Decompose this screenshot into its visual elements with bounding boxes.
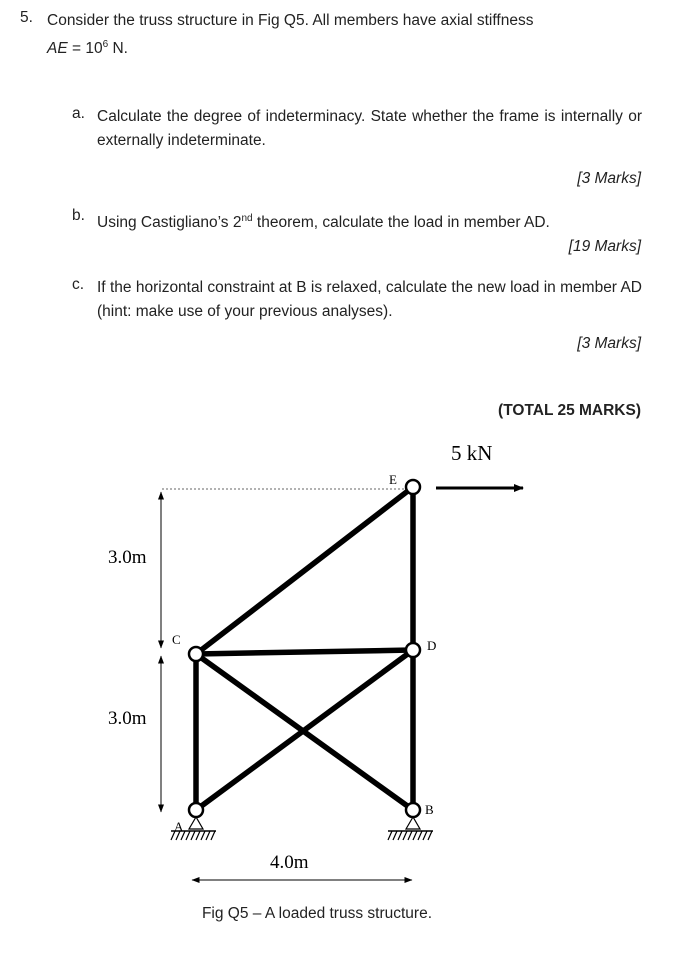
joint-b [406, 803, 420, 817]
joint-c [189, 647, 203, 661]
part-b-letter: b. [72, 207, 85, 224]
support-b [388, 817, 433, 840]
dim-upper-label: 3.0m [108, 547, 147, 568]
stiffness-symbol: AE [47, 40, 68, 58]
member-ce [196, 487, 413, 654]
part-c-marks: [3 Marks] [577, 335, 641, 352]
part-c-text: If the horizontal constraint at B is relaxed, calculate the new load in member AD (hint: make use of your previous analyses). [97, 279, 642, 320]
stiffness-exponent: 6 [102, 39, 109, 50]
stiffness-equals: = 10 [72, 40, 103, 58]
stiffness-unit: N. [112, 40, 128, 58]
member-cd [196, 650, 413, 654]
load-label: 5 kN [451, 441, 493, 465]
dim-lower-label: 3.0m [108, 708, 147, 729]
part-b-superscript: nd [241, 213, 253, 224]
label-b: B [425, 802, 434, 817]
part-b-text-after: theorem, calculate the load in member AD. [252, 214, 550, 232]
total-marks: (TOTAL 25 MARKS) [498, 402, 641, 419]
joint-a [189, 803, 203, 817]
part-a-letter: a. [72, 105, 85, 122]
label-d: D [427, 638, 437, 653]
question-intro-text: Consider the truss structure in Fig Q5. All members have axial stiffness [47, 12, 534, 29]
part-a-marks: [3 Marks] [577, 170, 641, 187]
truss-members [196, 487, 413, 810]
label-c: C [172, 632, 181, 647]
joint-e [406, 480, 420, 494]
part-c-letter: c. [72, 276, 85, 293]
joint-d [406, 643, 420, 657]
part-b-marks: [19 Marks] [568, 238, 641, 255]
part-a-text: Calculate the degree of indeterminacy. State whether the frame is internally or externally indeterminate. [97, 108, 642, 149]
label-a: A [174, 819, 184, 834]
figure-caption: Fig Q5 – A loaded truss structure. [201, 905, 433, 922]
part-b-text-before: Using Castigliano’s 2 [97, 214, 242, 232]
question-number: 5. [20, 9, 33, 26]
label-e: E [389, 472, 397, 487]
dim-width-label: 4.0m [270, 852, 309, 873]
